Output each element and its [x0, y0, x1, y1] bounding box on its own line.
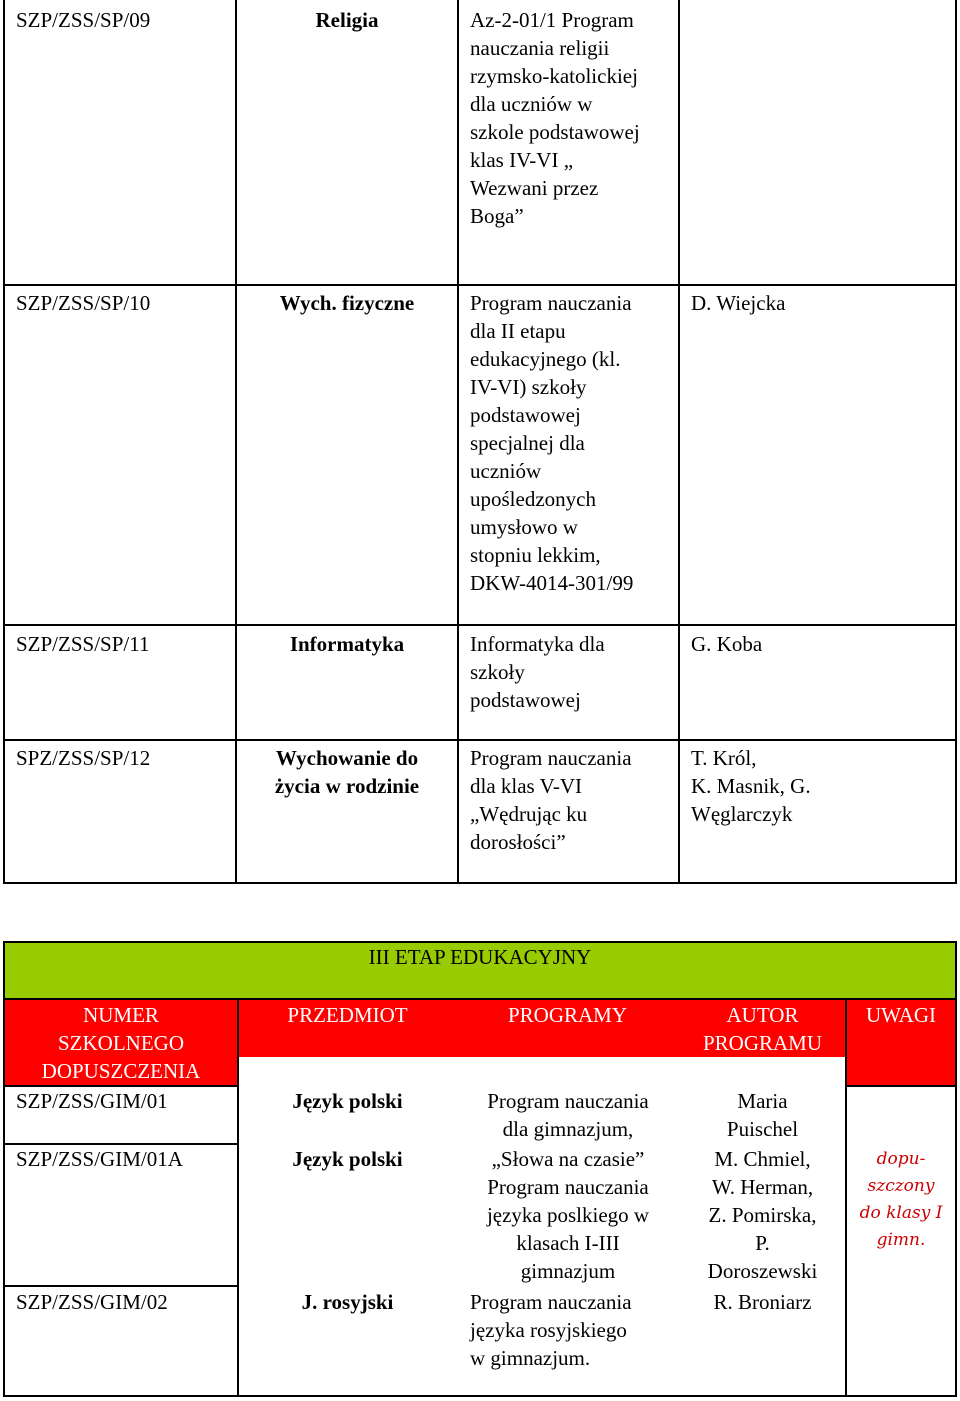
program-description: Program nauczania dla gimnazjum,: [487, 1089, 649, 1141]
grid-line: [237, 998, 239, 1397]
grid-line: [955, 0, 957, 884]
grid-line: [3, 0, 5, 884]
program-description: Az-2-01/1 Program nauczania religii rzymsko-katolickiej dla uczniów w szkole podstawowej klas IV-VI „ Wezwani przez Boga”: [470, 8, 640, 228]
program-description: „Słowa na czasie” Program nauczania języka poslkiego w klasach I-III gimnazjum: [486, 1147, 650, 1283]
program-author: D. Wiejcka: [691, 291, 786, 315]
subject-name: Język polski: [292, 1089, 403, 1113]
subject-name: Informatyka: [289, 632, 405, 656]
grid-line: [457, 0, 459, 884]
grid-line: [3, 882, 957, 884]
program-author: R. Broniarz: [713, 1290, 812, 1314]
stage-title: III ETAP EDUKACYJNY: [368, 945, 592, 969]
grid-line: [3, 941, 5, 1397]
subject-name: Wych. fizyczne: [279, 291, 415, 315]
approval-number: SZP/ZSS/SP/09: [16, 8, 151, 32]
approval-number: SZP/ZSS/GIM/02: [16, 1290, 168, 1314]
program-author: G. Koba: [691, 632, 763, 656]
header-notes: UWAGI: [866, 1003, 936, 1027]
approval-note: dopu- szczony do klasy I gimn.: [859, 1149, 943, 1250]
header-approval-number: NUMER SZKOLNEGO DOPUSZCZENIA: [41, 1003, 201, 1083]
grid-line: [3, 739, 957, 741]
grid-line: [3, 998, 957, 1000]
subject-name: Język polski: [292, 1147, 403, 1171]
program-author: Maria Puischel: [726, 1089, 799, 1141]
subject-name: Religia: [315, 8, 379, 32]
grid-line: [3, 624, 957, 626]
grid-line: [3, 941, 957, 943]
grid-line: [678, 0, 680, 884]
program-author: T. Król, K. Masnik, G. Węglarczyk: [691, 746, 811, 826]
approval-number: SZP/ZSS/GIM/01A: [16, 1147, 183, 1171]
approval-number: SPZ/ZSS/SP/12: [16, 746, 151, 770]
grid-line: [3, 284, 957, 286]
header-programs: PROGRAMY: [507, 1003, 628, 1027]
grid-line: [3, 1285, 239, 1287]
program-description: Informatyka dla szkoły podstawowej: [470, 632, 605, 712]
grid-line: [3, 1395, 957, 1397]
program-description: Program nauczania języka rosyjskiego w gimnazjum.: [470, 1290, 632, 1370]
grid-line: [845, 1085, 957, 1087]
program-description: Program nauczania dla klas V-VI „Wędrując ku dorosłości”: [470, 746, 632, 854]
header-author: AUTOR PROGRAMU: [702, 1003, 823, 1055]
subject-name: Wychowanie do życia w rodzinie: [274, 746, 420, 798]
approval-number: SZP/ZSS/SP/10: [16, 291, 151, 315]
program-description: Program nauczania dla II etapu edukacyjnego (kl. IV-VI) szkoły podstawowej specjalnej dla uczniów upośledzonych umysłowo w stopniu lekkim, DKW-4014-301/99: [470, 291, 634, 595]
program-author: M. Chmiel, W. Herman, Z. Pomirska, P. Doroszewski: [707, 1147, 818, 1283]
approval-number: SZP/ZSS/GIM/01: [16, 1089, 168, 1113]
subject-name: J. rosyjski: [301, 1290, 394, 1314]
grid-line: [955, 941, 957, 1397]
approval-number: SZP/ZSS/SP/11: [16, 632, 150, 656]
header-subject: PRZEDMIOT: [287, 1003, 408, 1027]
